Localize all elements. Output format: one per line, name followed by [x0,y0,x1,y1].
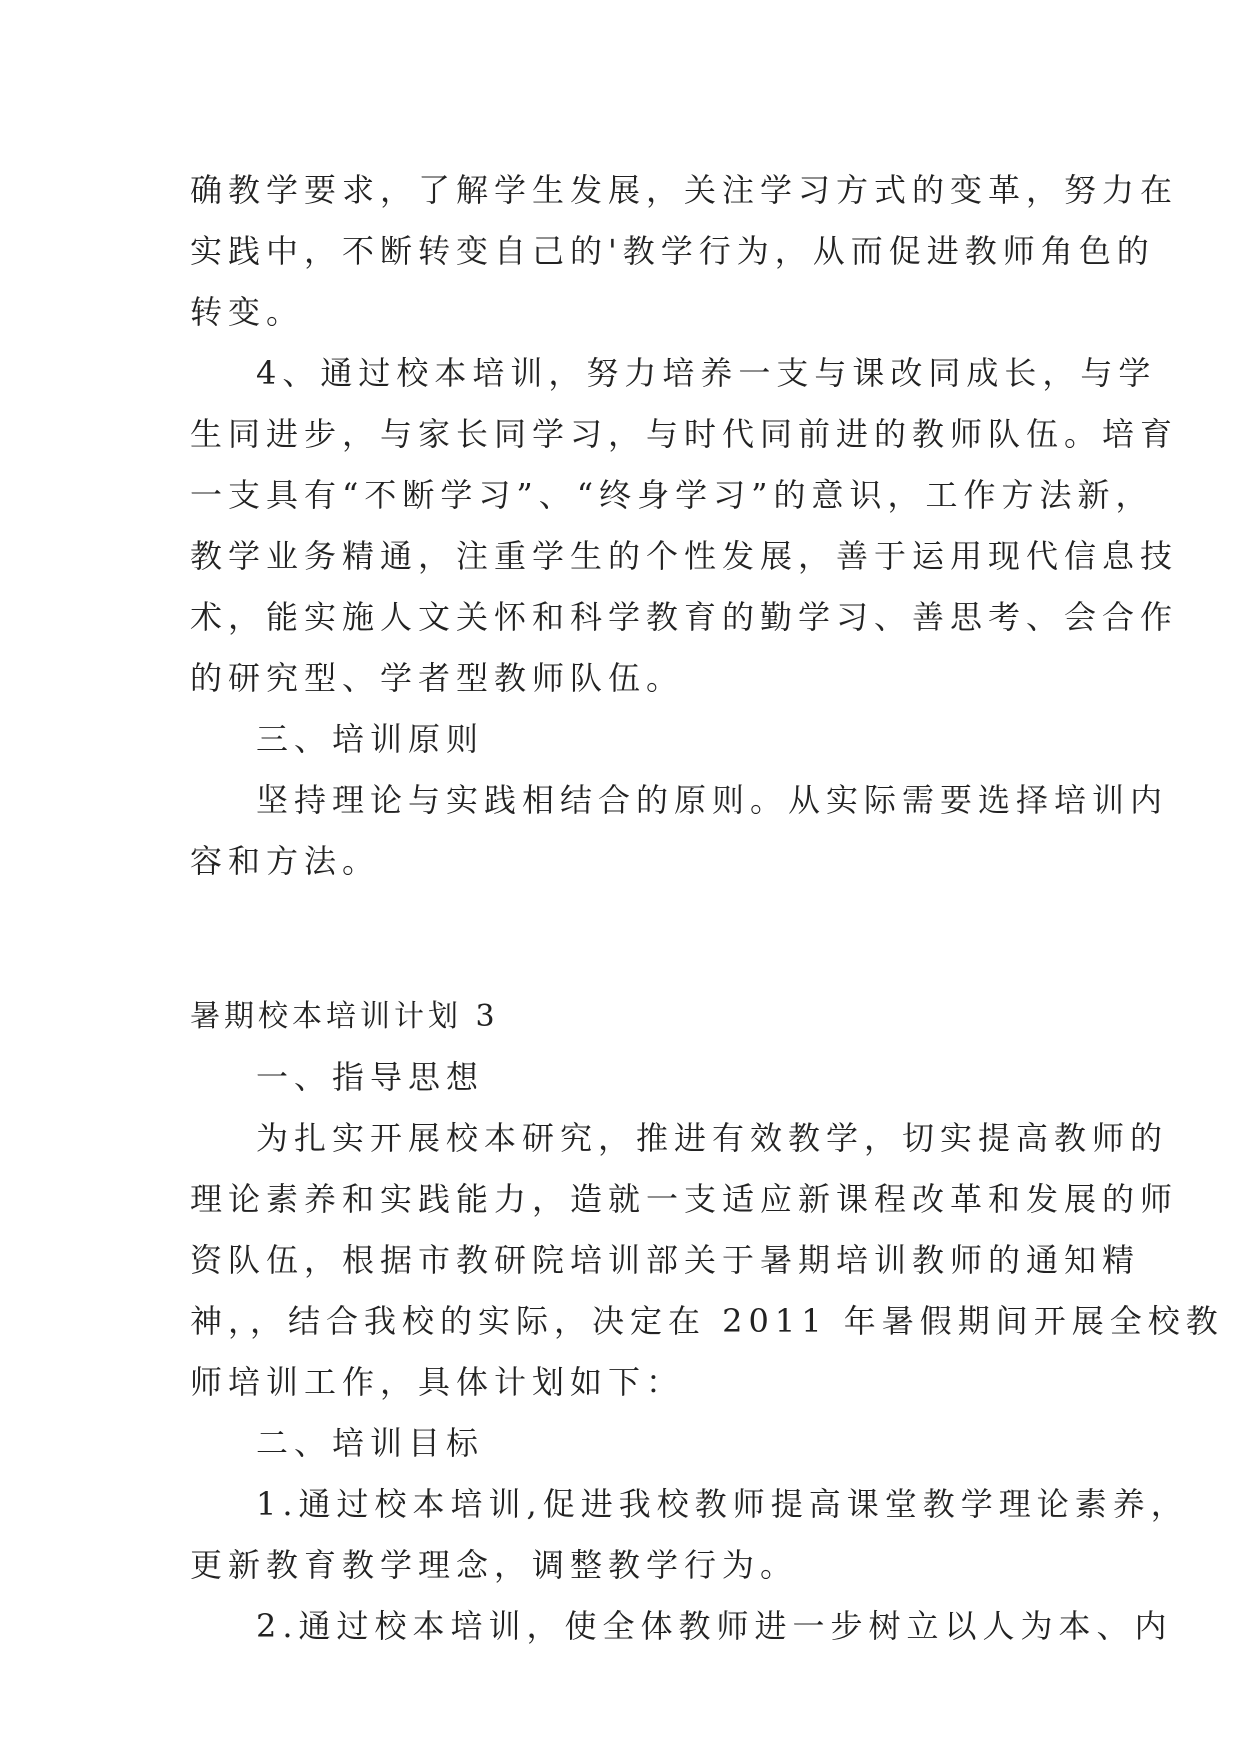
heading-training-principles: 三、培训原则 [256,720,485,758]
paragraph-principles [190,770,1169,892]
text-line: 一支具有“不断学习”、“终身学习”的意识，工作方法新， [190,476,1154,514]
text-line: 坚持理论与实践相结合的原则。从实际需要选择培训内 [256,781,1169,819]
text-line: 为扎实开展校本研究，推进有效教学，切实提高教师的 [256,1119,1169,1157]
paragraph-goal-1 [190,1474,1189,1596]
text-line: 实践中，不断转变自己的'教学行为，从而促进教师角色的 [190,232,1155,270]
text-line: 理论素养和实践能力，造就一支适应新课程改革和发展的师 [190,1180,1179,1218]
text-line: 转变。 [190,293,305,331]
text-line: 4、通过校本培训，努力培养一支与课改同成长，与学 [256,354,1157,392]
text-line: 资队伍，根据市教研院培训部关于暑期培训教师的通知精 [190,1241,1141,1279]
paragraph-item-4 [190,343,1179,709]
text-line: 更新教育教学理念，调整教学行为。 [190,1546,799,1584]
text-line: 1.通过校本培训,促进我校教师提高课堂教学理论素养， [256,1485,1189,1523]
heading-guiding-ideology: 一、指导思想 [256,1058,485,1096]
text-line: 术，能实施人文关怀和科学教育的勤学习、善思考、会合作 [190,598,1179,636]
text-line: 教学业务精通，注重学生的个性发展，善于运用现代信息技 [190,537,1179,575]
paragraph-goal-2 [190,1596,1173,1657]
text-line: 的研究型、学者型教师队伍。 [190,659,685,697]
paragraph-guiding [190,1108,1224,1413]
section-spacer [190,892,1050,986]
heading-training-goals: 二、培训目标 [256,1424,485,1462]
text-line: 生同进步，与家长同学习，与时代同前进的教师队伍。培育 [190,415,1179,453]
paragraph-teaching-requirements [190,160,1179,343]
section-title: 暑期校本培训计划 3 [190,999,499,1034]
text-line: 容和方法。 [190,842,381,880]
text-line: 确教学要求，了解学生发展，关注学习方式的变革，努力在 [190,171,1179,209]
document-body [190,160,1224,1657]
text-line: 师培训工作，具体计划如下： [190,1363,685,1401]
text-line: 2.通过校本培训，使全体教师进一步树立以人为本、内 [256,1607,1173,1645]
text-line: 神，，结合我校的实际，决定在 2011 年暑假期间开展全校教 [190,1302,1224,1340]
